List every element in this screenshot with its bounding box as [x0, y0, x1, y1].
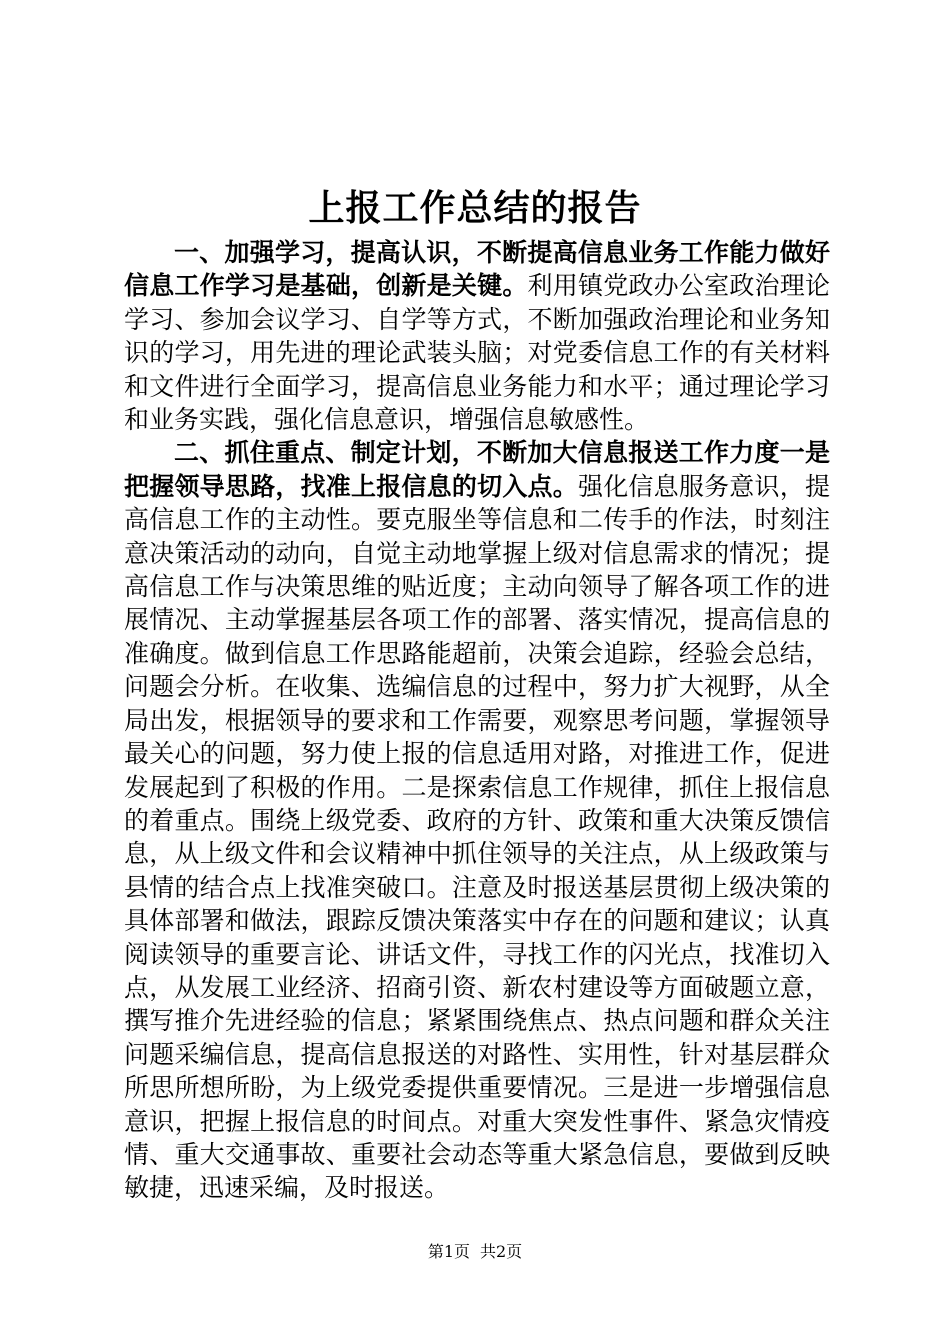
page-number: 第1页 [427, 1242, 470, 1261]
paragraph-1 [124, 236, 830, 436]
document-title: 上报工作总结的报告 [308, 187, 642, 229]
page-footer [0, 1242, 950, 1262]
paragraph-1-text: 利用镇党政办公室政治理论学习、参加会议学习、自学等方式，不断加强政治理论和业务知识的学习，用先进的理论武装头脑；对党委信息工作的有关材料和文件进行全面学习，提高信息业务能力和水平；通过理论学习和业务实践，强化信息意识，增强信息敏感性。 [124, 271, 830, 435]
page-total: 共2页 [480, 1242, 523, 1261]
document-body [124, 236, 830, 1205]
paragraph-1-heading: 一、加强学习，提高认识，不断提高信息业务工作能力做好信息工作学习是基础，创新是关键。 [124, 238, 830, 301]
paragraph-2-text: 强化信息服务意识，提高信息工作的主动性。要克服坐等信息和二传手的作法，时刻注意决策活动的动向，自觉主动地掌握上级对信息需求的情况；提高信息工作与决策思维的贴近度；主动向领导了解各项工作的进展情况、主动掌握基层各项工作的部署、落实情况，提高信息的准确度。做到信息工作思路能超前，决策会追踪，经验会总结，问题会分析。在收集、选编信息的过程中，努力扩大视野，从全局出发，根据领导的要求和工作需要，观察思考问题，掌握领导最关心的问题，努力使上报的信息适用对路，对推进工作，促进发展起到了积极的作用。二是探索信息工作规律，抓住上报信息的着重点。围绕上级党委、政府的方针、政策和重大决策反馈信息，从上级文件和会议精神中抓住领导的关注点，从上级政策与县情的结合点上找准突破口。注意及时报送基层贯彻上级决策的具体部署和做法，跟踪反馈决策落实中存在的问题和建议；认真阅读领导的重要言论、讲话文件，寻找工作的闪光点，找准切入点，从发展工业经济、招商引资、新农村建设等方面破题立意，撰写推介先进经验的信息；紧紧围绕焦点、热点问题和群众关注问题采编信息，提高信息报送的对路性、实用性，针对基层群众所思所想所盼，为上级党委提供重要情况。三是进一步增强信息意识，把握上报信息的时间点。对重大突发性事件、紧急灾情疫情、重大交通事故、重要社会动态等重大紧急信息，要做到反映敏捷，迅速采编，及时报送。 [124, 471, 830, 1203]
paragraph-2 [124, 436, 830, 1204]
paragraph-2-heading: 二、抓住重点、制定计划，不断加大信息报送工作力度一是把握领导思路，找准上报信息的切入点。 [124, 438, 830, 501]
